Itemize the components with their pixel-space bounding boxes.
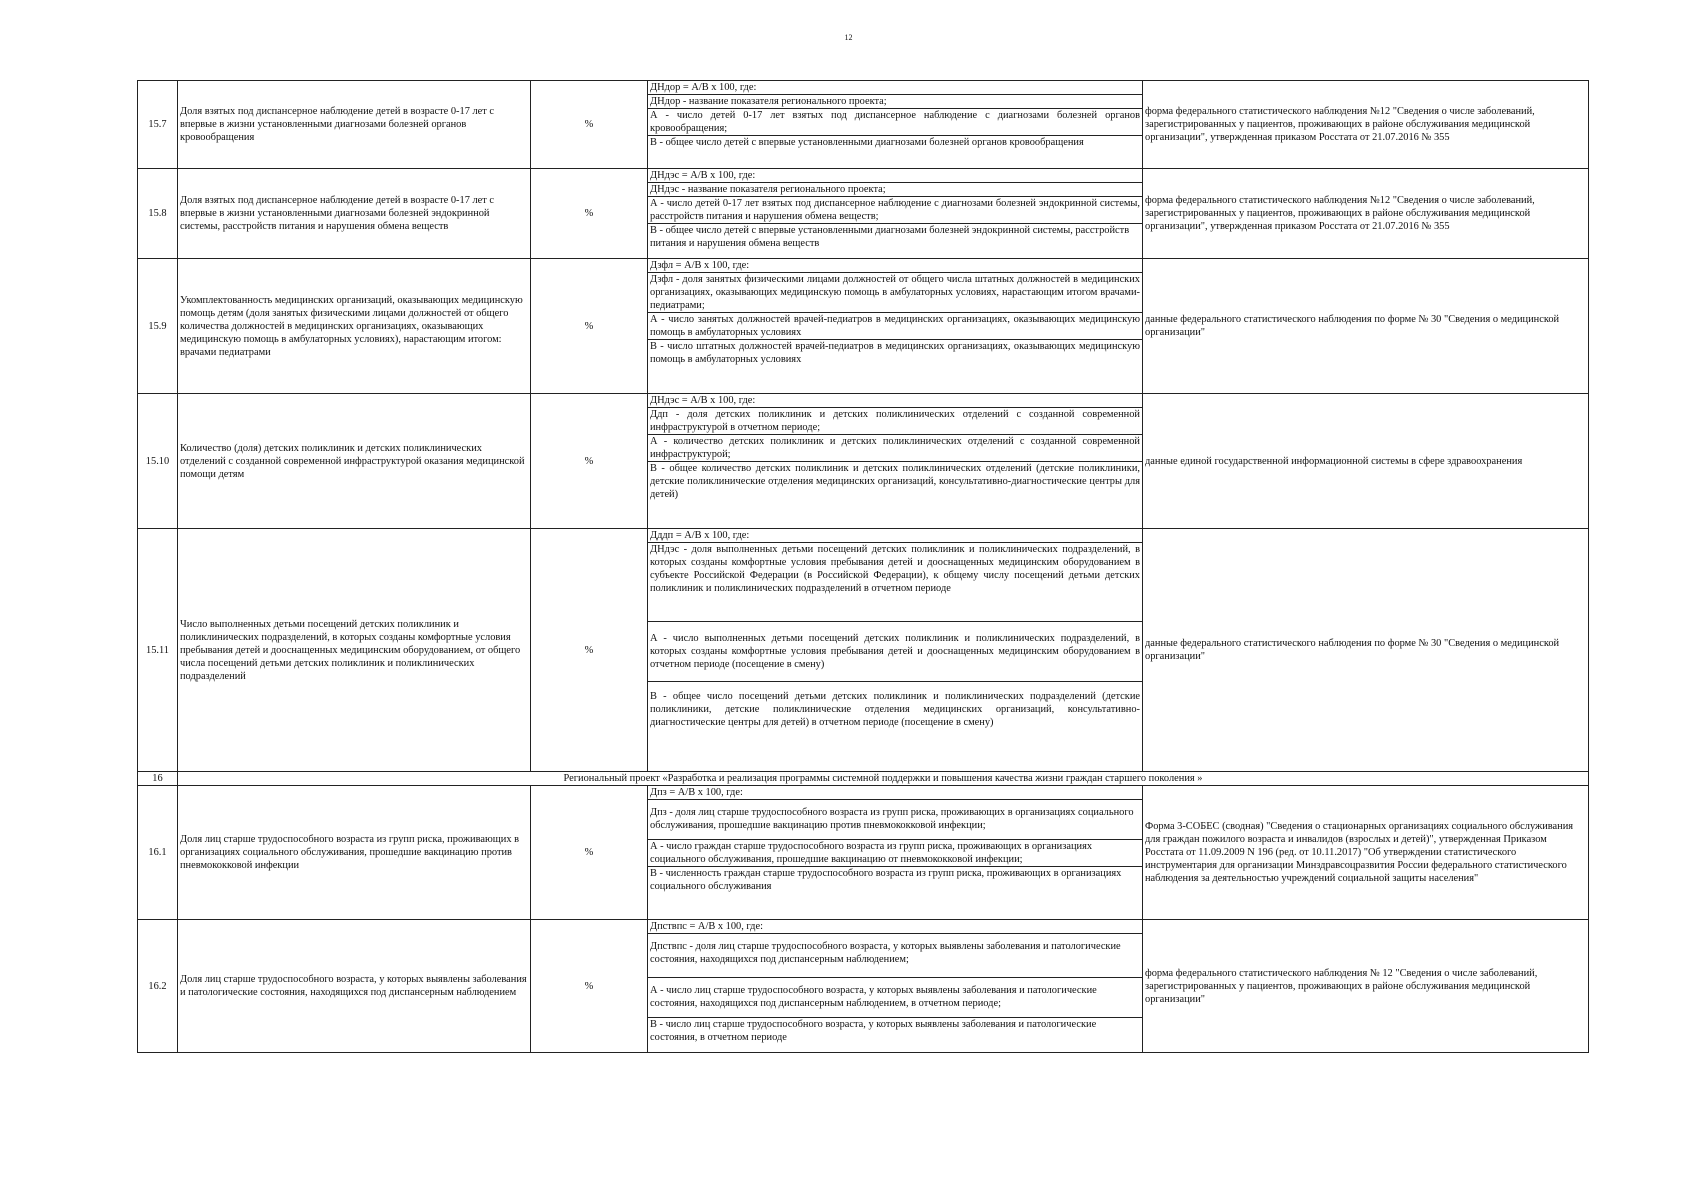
data-source: данные единой государственной информационной системы в сфере здравоохранения — [1143, 394, 1589, 529]
formula-line: В - общее количество детских поликлиник и детских поликлинических отделений (детские поликлиники, детские поликлинические отделения медицинских организаций, консультативно-диагностические центры для детей) — [650, 463, 1140, 500]
table-row — [138, 529, 1589, 772]
indicator-name: Число выполненных детьми посещений детских поликлиник и поликлинических подразделений, в которых созданы комфортные условия пребывания детей и дооснащенных медицинским оборудованием, от общего числа посещений детьми детских поликлиник и поликлинических подразделений — [178, 529, 531, 772]
page-number: 12 — [844, 33, 853, 42]
formula-line: ДНдор - название показателя регионального проекта; — [648, 95, 1142, 109]
indicators-table — [137, 80, 1589, 1053]
formula-line: Дпз - доля лиц старше трудоспособного возраста из групп риска, проживающих в организациях социального обслуживания, прошедшие вакцинацию против пневмококковой инфекции; — [648, 800, 1142, 840]
indicator-name: Доля лиц старше трудоспособного возраста из групп риска, проживающих в организациях социального обслуживания, прошедшие вакцинацию против пневмококковой инфекции — [178, 786, 531, 920]
formula-line: А - число занятых должностей врачей-педиатров в медицинских организациях, оказывающих медицинскую помощь в амбулаторных условиях — [650, 314, 1140, 338]
row-number: 16.1 — [138, 786, 178, 920]
data-source: форма федерального статистического наблюдения №12 "Сведения о числе заболеваний, зарегистрированных у пациентов, проживающих в районе обслуживания медицинской организации", утвержденная приказом Росстата от 21.07.2016 № 355 — [1143, 81, 1589, 169]
formula-line: Дддп = А/В х 100, где: — [648, 529, 1142, 543]
formula-line: Ддп - доля детских поликлиник и детских поликлинических отделений с созданной современной инфраструктурой в отчетном периоде; — [650, 409, 1140, 433]
data-source: форма федерального статистического наблюдения № 12 "Сведения о числе заболеваний, зарегистрированных у пациентов, проживающих в районе обслуживания медицинской организации" — [1143, 920, 1589, 1053]
indicator-name: Доля взятых под диспансерное наблюдение детей в возрасте 0-17 лет с впервые в жизни установленными диагнозами болезней органов кровообращения — [178, 81, 531, 169]
data-source: данные федерального статистического наблюдения по форме № 30 "Сведения о медицинской организации" — [1143, 259, 1589, 394]
formula-line: А - число лиц старше трудоспособного возраста, у которых выявлены заболевания и патологические состояния, находящихся под диспансерным наблюдением, в отчетном периоде; — [648, 978, 1142, 1018]
indicator-name: Количество (доля) детских поликлиник и детских поликлинических отделений с созданной современной инфраструктурой оказания медицинской помощи детям — [178, 394, 531, 529]
unit: % — [531, 259, 648, 394]
data-source: Форма 3-СОБЕС (сводная) "Сведения о стационарных организациях социального обслуживания для граждан пожилого возраста и инвалидов (взрослых и детей)", утвержденная Приказом Росстата от 11.09.2009 N 196 (ред. от 10.11.2017) "Об утверждении статистического инструментария для организации Минздравсоцразвития России федерального статистического наблюдения за деятельностью учреждений социальной защиты населения" — [1143, 786, 1589, 920]
formula-line: В - число штатных должностей врачей-педиатров в медицинских организациях, оказывающих медицинскую помощь в амбулаторных условиях — [650, 341, 1140, 365]
formula-line: ДНдэс - доля выполненных детьми посещений детских поликлиник и поликлинических подразделений, в которых созданы комфортные условия пребывания детей и дооснащенных медицинским оборудованием в субъекте Российской Федерации (в Российской Федерации), к общему числу посещений детьми детских поликлиник и поликлинических подразделений в отчетном периоде — [648, 543, 1142, 622]
table-row — [138, 169, 1589, 259]
row-number: 15.8 — [138, 169, 178, 259]
formula-cell — [648, 786, 1143, 920]
formula-line: Дзфл = А/В х 100, где: — [648, 259, 1142, 273]
unit: % — [531, 920, 648, 1053]
unit: % — [531, 81, 648, 169]
row-number: 15.9 — [138, 259, 178, 394]
section-number: 16 — [138, 772, 178, 786]
section-title: Региональный проект «Разработка и реализация программы системной поддержки и повышения качества жизни граждан старшего поколения » — [178, 772, 1589, 786]
row-number: 16.2 — [138, 920, 178, 1053]
indicator-name: Укомплектованность медицинских организаций, оказывающих медицинскую помощь детям (доля занятых физическими лицами должностей от общего количества должностей в медицинских организациях, оказывающих медицинскую помощь в амбулаторных условиях), нарастающим итогом: врачами педиатрами — [178, 259, 531, 394]
table-row — [138, 920, 1589, 1053]
formula-cell — [648, 920, 1143, 1053]
formula-line: В - численность граждан старше трудоспособного возраста из групп риска, проживающих в организациях социального обслуживания — [650, 868, 1122, 892]
table-row — [138, 786, 1589, 920]
formula-line: ДНдор = А/В х 100, где: — [648, 81, 1142, 95]
formula-line: В - общее число детей с впервые установленными диагнозами болезней эндокринной системы, расстройств питания и нарушения обмена веществ — [650, 225, 1130, 249]
section-row — [138, 772, 1589, 786]
row-number: 15.7 — [138, 81, 178, 169]
unit: % — [531, 786, 648, 920]
formula-cell — [648, 81, 1143, 169]
formula-line: Дпз = А/В х 100, где: — [648, 786, 1142, 800]
formula-line: ДНдэс - название показателя регионального проекта; — [648, 183, 1142, 197]
formula-line: Дпствпс - доля лиц старше трудоспособного возраста, у которых выявлены заболевания и патологические состояния, находящихся под диспансерным наблюдением; — [648, 934, 1142, 978]
indicator-name: Доля взятых под диспансерное наблюдение детей в возрасте 0-17 лет с впервые в жизни установленными диагнозами болезней эндокринной системы, расстройств питания и нарушения обмена веществ — [178, 169, 531, 259]
formula-line: А - количество детских поликлиник и детских поликлинических отделений с созданной современной инфраструктурой; — [650, 436, 1140, 460]
formula-cell — [648, 259, 1143, 394]
unit: % — [531, 529, 648, 772]
formula-line: А - число детей 0-17 лет взятых под диспансерное наблюдение с диагнозами болезней органов кровообращения; — [650, 110, 1140, 134]
formula-line: Дпствпс = А/В х 100, где: — [648, 920, 1142, 934]
formula-line: Дзфл - доля занятых физическими лицами должностей от общего числа штатных должностей в медицинских организациях, оказывающих медицинскую помощь в амбулаторных условиях, нарастающим итогом врачами-педиатрами; — [650, 274, 1140, 311]
table-row — [138, 394, 1589, 529]
formula-line: ДНдэс = А/В х 100, где: — [648, 169, 1142, 183]
formula-cell — [648, 169, 1143, 259]
unit: % — [531, 394, 648, 529]
row-number: 15.10 — [138, 394, 178, 529]
data-source: форма федерального статистического наблюдения №12 "Сведения о числе заболеваний, зарегистрированных у пациентов, проживающих в районе обслуживания медицинской организации", утвержденная приказом Росстата от 21.07.2016 № 355 — [1143, 169, 1589, 259]
formula-line: А - число детей 0-17 лет взятых под диспансерное наблюдение с диагнозами болезней эндокринной системы, расстройств питания и нарушения обмена веществ; — [650, 198, 1140, 222]
indicator-name: Доля лиц старше трудоспособного возраста, у которых выявлены заболевания и патологические состояния, находящихся под диспансерным наблюдением — [178, 920, 531, 1053]
formula-line: В - число лиц старше трудоспособного возраста, у которых выявлены заболевания и патологические состояния, в отчетном периоде — [650, 1019, 1097, 1043]
formula-cell — [648, 529, 1143, 772]
formula-cell — [648, 394, 1143, 529]
formula-line: А - число граждан старше трудоспособного возраста из групп риска, проживающих в организациях социального обслуживания, прошедшие вакцинацию от пневмококковой инфекции; — [648, 840, 1142, 867]
table-row — [138, 81, 1589, 169]
formula-line: В - общее число посещений детьми детских поликлиник и поликлинических подразделений (детские поликлиники, детские поликлинические отделения медицинских организаций, консультативно-диагностические центры для детей) в отчетном периоде (посещение в смену) — [650, 691, 1140, 728]
formula-line: В - общее число детей с впервые установленными диагнозами болезней органов кровообращения — [650, 137, 1084, 148]
unit: % — [531, 169, 648, 259]
data-source: данные федерального статистического наблюдения по форме № 30 "Сведения о медицинской организации" — [1143, 529, 1589, 772]
formula-line: ДНдэс = А/В х 100, где: — [648, 394, 1142, 408]
row-number: 15.11 — [138, 529, 178, 772]
formula-line: А - число выполненных детьми посещений детских поликлиник и поликлинических подразделений, в которых созданы комфортные условия пребывания детей и дооснащенных медицинским оборудованием в отчетном периоде (посещение в смену) — [648, 622, 1142, 682]
table-row — [138, 259, 1589, 394]
